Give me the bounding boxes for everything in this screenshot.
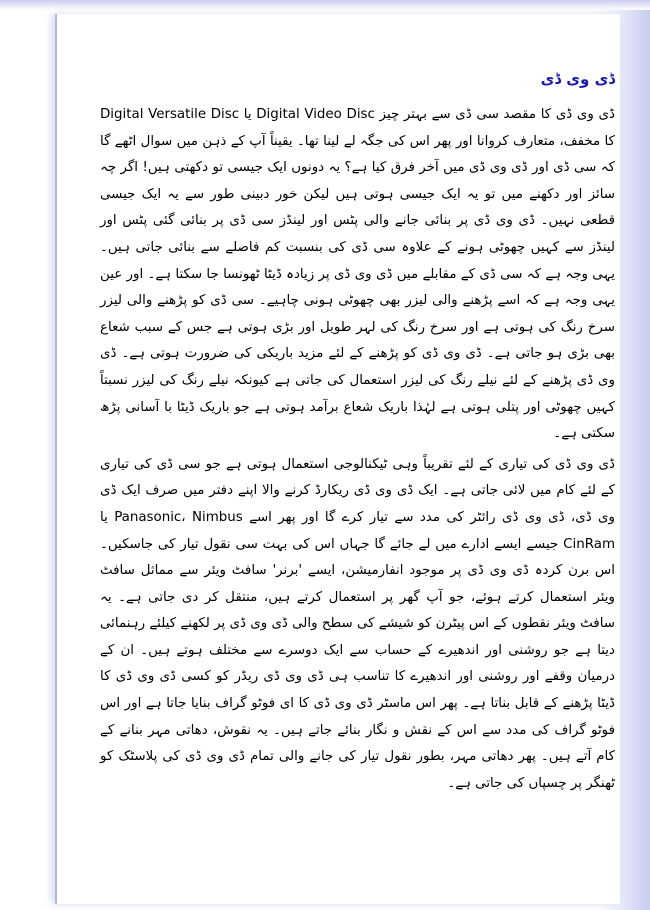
- page-title: ڈی وی ڈی: [540, 70, 615, 88]
- document-content: [100, 70, 615, 797]
- paragraph-1: ڈی وی ڈی کا مقصد سی ڈی سے بہتر چیز Digital Video Disc یا Digital Versatile Disc کا مخفف، متعارف کروانا اور پھر اس کی جگہ لے لینا تھا۔ یقیناً آپ کے ذہن میں سوال اٹھے گا کہ سی ڈی اور ڈی وی ڈی میں آخر فرق کیا ہے؟ یہ دونوں ایک جیسی تو دکھتی ہیں! اگر چہ سائز اور دکھنے میں تو یہ ایک جیسی ہوتی ہیں لیکن خور دبینی طور سے یہ ایک جیسی قطعی نہیں۔ ڈی وی ڈی پر بنائی جانے والی پٹس اور لینڈز سی ڈی پر بنائی گئی پٹس اور لینڈز سے کہیں چھوٹی ہونے کے علاوہ سی ڈی کی بنسبت کم فاصلے سے بنائی جاتی ہیں۔ یہی وجہ ہے کہ سی ڈی کے مقابلے میں ڈی وی ڈی پر زیادہ ڈیٹا ٹھونسا جا سکتا ہے۔ اور عین یہی وجہ ہے کہ اسے پڑھنے والی لیزر بھی چھوٹی ہونی چاہیے۔ سی ڈی کو پڑھنے والی لیزر سرخ رنگ کی ہوتی ہے اور سرخ رنگ کی لہر طویل اور بڑی ہوتی ہے جس کے سبب شعاع بھی بڑی ہو جاتی ہے۔ ڈی وی ڈی کو پڑھنے کے لئے مزید باریکی کی ضرورت ہوتی ہے۔ ڈی وی ڈی پڑھنے کے لئے نیلے رنگ کی لیزر استعمال کی جاتی ہے کیونکہ نیلے رنگ کی لیزر نسبتاً کہیں چھوٹی اور پتلی ہوتی ہے لہٰذا باریک شعاع برآمد ہوتی ہے جو باریک ڈیٹا با آسانی پڑھ سکتی ہے۔: [100, 107, 615, 442]
- top-border: [0, 0, 650, 10]
- paragraph-2: ڈی وی ڈی کی تیاری کے لئے تقریباً وہی ٹیکنالوجی استعمال ہوتی ہے جو سی ڈی کی تیاری کے لئے کام میں لائی جاتی ہے۔ ایک ڈی وی ڈی ریکارڈ کرنے والا اپنے دفتر میں صرف ایک ڈی وی ڈی، ڈی وی ڈی رائٹر کی مدد سے تیار کرے گا اور پھر اسے Panasonic، Nimbus یا CinRam جیسے ایسے ادارے میں لے جائے گا جہاں اس کی بہت سی نقول تیار کی جاسکیں۔ اس برن کردہ ڈی وی ڈی پر موجود انفارمیشن، ایسے 'برنر' سافٹ ویئر سے مماثل سافٹ ویئر استعمال کرتے ہوئے، جو آپ گھر پر استعمال کرتے ہیں، منتقل کر دی جاتی ہے۔ یہ سافٹ ویئر نقطوں کے اس پیٹرن کو شیشے کی سطح والی ڈی وی ڈی پر لکھنے کیلئے رہنمائی دیتا ہے جو روشنی اور اندھیرے کے حساب سے ایک دوسرے سے مختلف ہوتے ہیں۔ ان کے درمیان وقفے اور روشنی اور اندھیرے کا تناسب ہی ڈی وی ڈی ریڈر کو کسی ڈی وی ڈی کا ڈیٹا پڑھنے کے قابل بناتا ہے۔ پھر اس ماسٹر ڈی وی ڈی کا ای فوٹو گراف بنایا جاتا ہے اور اس فوٹو گراف کی مدد سے اس کے نقش و نگار بنائے جاتے ہیں۔ یہ نقوش، دھاتی مہر بنانے کے کام آتے ہیں۔ پھر دھاتی مہر، بطور نقول تیار کی جانے والی تمام ڈی وی ڈی کی پلاسٹک کو ٹھنگر پر چسپاں کی جاتی ہے۔: [100, 456, 615, 791]
